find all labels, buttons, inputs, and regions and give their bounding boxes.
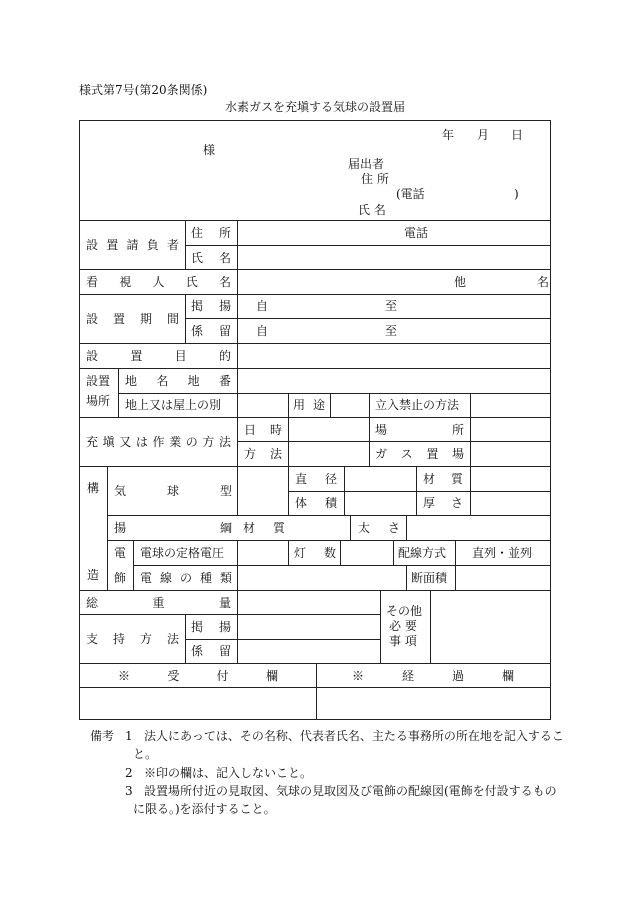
rule [470,466,471,515]
date-year: 年 [442,128,455,142]
rule [79,687,551,688]
rule [133,565,551,566]
label-support: 支持方法 [86,632,179,646]
label-deco-2: 飾 [114,571,127,585]
note-1-line2: と。 [133,747,158,761]
rule [288,540,289,565]
rule [350,515,351,540]
rule [237,540,238,565]
label-no-entry: 立入禁止の方法 [375,398,460,412]
form-number: 様式第7号(第20条関係) [79,83,208,97]
rule [79,343,551,344]
rule [185,639,380,640]
date-day: 日 [511,128,524,142]
rule [185,318,551,319]
label-reception: ※ 受 付 欄 [118,669,278,683]
label-contractor-name: 氏 名 [191,251,231,265]
note-3-line2: に限る。)を添付すること。 [133,802,276,816]
label-site-2: 場所 [86,394,111,408]
wiring-value: 直列・並列 [472,546,533,560]
rule [237,590,238,663]
label-structure-2: 造 [87,568,100,582]
rule [380,590,381,663]
rule [185,220,186,269]
rule [416,466,417,515]
date-month: 月 [477,128,490,142]
rule [406,515,407,540]
label-site-1: 設置 [86,374,111,388]
label-period-moor-to: 至 [385,324,398,338]
label-usage: 用 途 [293,398,325,412]
rule [118,368,119,417]
rule [237,565,238,590]
rule [430,590,431,663]
rule [455,540,456,565]
label-watcher: 看視人氏名 [86,275,231,289]
rule [79,220,551,221]
label-rope-thickness: 太 さ [358,521,400,535]
rule [340,540,341,565]
rule [79,368,551,369]
label-contractor: 設置請負者 [86,238,179,252]
note-3-line1: 設置場所付近の見取図、気球の見取図及び電飾の配線図(電飾を付設するもの [144,784,557,798]
rule [288,491,551,492]
label-datetime: 日 時 [244,423,282,437]
rule [79,269,551,270]
rule [344,466,345,515]
rule [393,540,394,565]
label-support-moor: 係 留 [191,644,231,658]
rule [455,565,456,590]
label-support-raise: 掲 揚 [191,620,231,634]
label-method: 方 法 [244,447,282,461]
rule [79,294,551,295]
rule [118,393,551,394]
label-rated-voltage: 電球の定格電圧 [140,546,225,560]
label-structure-1: 構 [87,481,100,495]
label-period-raise-to: 至 [385,299,398,313]
label-others-unit: 名 [537,275,550,289]
rule [406,565,407,590]
label-work-method: 充塡又は作業の方法 [86,435,231,449]
rule [107,515,551,516]
rule [185,614,186,663]
form-table [79,120,551,720]
rule [237,417,238,515]
rule [316,663,317,720]
label-rope-material: 材 質 [243,521,285,535]
note-1-num: 1 [125,729,133,743]
address-label: 住 所 [361,172,389,186]
rule [79,663,551,664]
rule [288,393,289,417]
label-ground-roof: 地上又は屋上の別 [125,398,222,412]
rule [107,466,108,590]
label-period: 設置期間 [86,312,179,326]
rule [79,417,551,418]
label-total-weight: 総重量 [86,596,231,610]
label-period-moor-from: 自 [256,324,269,338]
rule [330,393,331,417]
label-cross-section: 断面積 [411,571,448,585]
label-balloon-type: 気球型 [114,484,232,498]
rule [79,590,551,591]
label-lamp-count: 灯 数 [294,546,336,560]
label-period-raise-from: 自 [256,299,269,313]
label-rope: 揚綱 [114,521,232,535]
phone-open: (電話 [396,187,425,201]
rule [237,220,238,368]
label-others: 他 [454,275,467,289]
label-deco-1: 電 [114,546,127,560]
label-lot: 地名地番 [125,374,231,388]
phone-close: ) [514,187,519,201]
label-phone: 電話 [403,226,428,240]
name-label: 氏 名 [358,203,386,217]
label-diameter: 直 径 [295,472,337,486]
rule [237,441,551,442]
label-wire-type: 電線の種類 [140,571,232,585]
label-purpose: 設置目的 [86,349,231,363]
rule [288,417,289,515]
addressee: 様 [203,143,216,157]
notes-label: 備考 [90,729,115,743]
rule [185,245,551,246]
label-place: 場 所 [375,423,464,437]
rule [185,294,186,343]
note-2-text: ※印の欄は、記入しないこと。 [144,766,313,780]
rule [237,368,238,417]
label-progress: ※ 経 過 欄 [352,669,514,683]
rule [133,540,134,590]
applicant-label: 届出者 [348,157,385,171]
label-wiring-method: 配線方式 [398,546,447,560]
label-thickness: 厚 さ [423,496,463,510]
label-gas-storage: ガス置場 [375,447,464,461]
label-other-3: 事 項 [389,634,417,648]
rule [107,540,551,541]
form-title: 水素ガスを充塡する気球の設置届 [224,100,405,114]
label-contractor-address: 住 所 [191,226,231,240]
rule [79,614,380,615]
label-volume: 体 積 [295,496,337,510]
label-period-moor: 係 留 [191,324,231,338]
rule [369,393,370,466]
label-other-1: その他 [386,604,423,618]
label-other-2: 必 要 [389,619,417,633]
rule [470,393,471,466]
rule [79,466,551,467]
label-material: 材 質 [423,472,463,486]
note-3-num: 3 [125,784,133,798]
label-period-raise: 掲 揚 [191,299,231,313]
note-2-num: 2 [125,766,133,780]
note-1-line1: 法人にあっては、その名称、代表者氏名、主たる事務所の所在地を記入するこ [144,729,564,743]
